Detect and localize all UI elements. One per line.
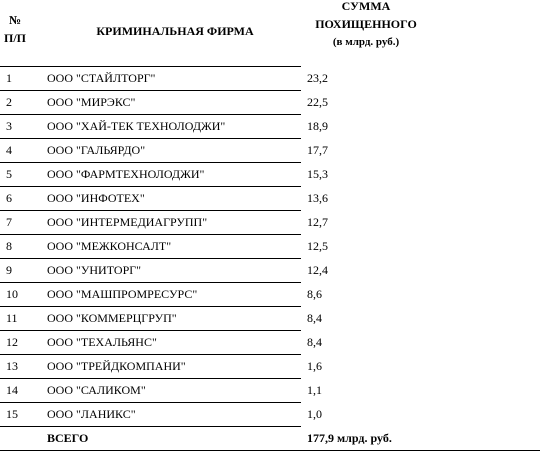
row-divider — [0, 186, 301, 187]
table-row — [0, 66, 540, 90]
row-firm: ООО "ФАРМТЕХНОЛОДЖИ" — [47, 167, 205, 181]
row-divider — [0, 354, 301, 355]
row-firm: ООО "ИНФОТЕХ" — [47, 191, 145, 205]
header-number-column — [4, 11, 26, 47]
header-sum-line2: ПОХИЩЕННОГО — [315, 17, 417, 31]
row-divider — [0, 90, 301, 91]
row-number: 4 — [6, 143, 12, 157]
row-amount: 1,0 — [307, 407, 322, 421]
row-number: 13 — [6, 359, 18, 373]
row-number: 15 — [6, 407, 18, 421]
row-number: 5 — [6, 167, 12, 181]
row-divider — [0, 234, 301, 235]
table-row — [0, 306, 540, 330]
row-firm: ООО "МАШПРОМРЕСУРС" — [47, 287, 198, 301]
table-row — [0, 90, 540, 114]
row-amount: 12,5 — [307, 239, 328, 253]
row-firm: ООО "ТЕХАЛЬЯНС" — [47, 335, 157, 349]
header-firm-column: КРИМИНАЛЬНАЯ ФИРМА — [96, 24, 254, 38]
row-number: 12 — [6, 335, 18, 349]
row-divider — [0, 210, 301, 211]
header-sum-unit: (в млрд. руб.) — [332, 36, 400, 48]
row-amount: 1,1 — [307, 383, 322, 397]
header-sum-column — [300, 0, 432, 51]
row-amount: 12,4 — [307, 263, 328, 277]
row-firm: ООО "МЕЖКОНСАЛТ" — [47, 239, 172, 253]
table-row — [0, 186, 540, 210]
table-row — [0, 114, 540, 138]
row-amount: 8,6 — [307, 287, 322, 301]
row-number: 9 — [6, 263, 12, 277]
row-number: 6 — [6, 191, 12, 205]
row-firm: ООО "МИРЭКС" — [47, 95, 136, 109]
row-divider — [0, 138, 301, 139]
header-number-abbr: П/П — [4, 31, 27, 45]
row-number: 3 — [6, 119, 12, 133]
row-divider — [0, 330, 301, 331]
row-amount: 13,6 — [307, 191, 328, 205]
row-amount: 18,9 — [307, 119, 328, 133]
table-row — [0, 258, 540, 282]
row-divider — [0, 66, 301, 67]
row-amount: 17,7 — [307, 143, 328, 157]
row-divider — [0, 258, 301, 259]
header-sum-line1: СУММА — [341, 0, 391, 13]
row-firm: ООО "ЛАНИКС" — [47, 407, 136, 421]
table-row — [0, 162, 540, 186]
row-firm: ООО "ГАЛЬЯРДО" — [47, 143, 146, 157]
row-firm: ООО "САЛИКОМ" — [47, 383, 146, 397]
row-amount: 8,4 — [307, 335, 322, 349]
total-label: ВСЕГО — [47, 431, 89, 445]
row-divider — [0, 450, 540, 451]
row-firm: ООО "ХАЙ-ТЕК ТЕХНОЛОДЖИ" — [47, 119, 226, 133]
table-header — [0, 0, 540, 66]
row-divider — [0, 282, 301, 283]
row-amount: 23,2 — [307, 71, 328, 85]
total-row — [0, 426, 540, 450]
row-firm: ООО "ТРЕЙДКОМПАНИ" — [47, 359, 186, 373]
table-row — [0, 330, 540, 354]
row-amount: 22,5 — [307, 95, 328, 109]
row-firm: ООО "КОММЕРЦГРУП" — [47, 311, 177, 325]
row-amount: 1,6 — [307, 359, 322, 373]
row-amount: 12,7 — [307, 215, 328, 229]
row-number: 14 — [6, 383, 18, 397]
header-number-symbol: № — [8, 13, 22, 27]
row-divider — [0, 402, 301, 403]
row-number: 10 — [6, 287, 18, 301]
row-divider — [0, 114, 301, 115]
table-row — [0, 354, 540, 378]
table-row — [0, 138, 540, 162]
row-divider — [0, 162, 301, 163]
row-firm: ООО "УНИТОРГ" — [47, 263, 142, 277]
table-row — [0, 378, 540, 402]
row-number: 8 — [6, 239, 12, 253]
row-divider — [0, 378, 301, 379]
total-amount: 177,9 млрд. руб. — [307, 431, 392, 445]
row-divider — [0, 426, 301, 427]
table-row — [0, 210, 540, 234]
row-number: 11 — [6, 311, 18, 325]
row-amount: 15,3 — [307, 167, 328, 181]
table-row — [0, 282, 540, 306]
row-amount: 8,4 — [307, 311, 322, 325]
row-firm: ООО "СТАЙЛТОРГ" — [47, 71, 156, 85]
row-firm: ООО "ИНТЕРМЕДИАГРУПП" — [47, 215, 208, 229]
row-divider — [0, 306, 301, 307]
row-number: 7 — [6, 215, 12, 229]
row-number: 2 — [6, 95, 12, 109]
table-row — [0, 402, 540, 426]
row-number: 1 — [6, 71, 12, 85]
table-row — [0, 234, 540, 258]
